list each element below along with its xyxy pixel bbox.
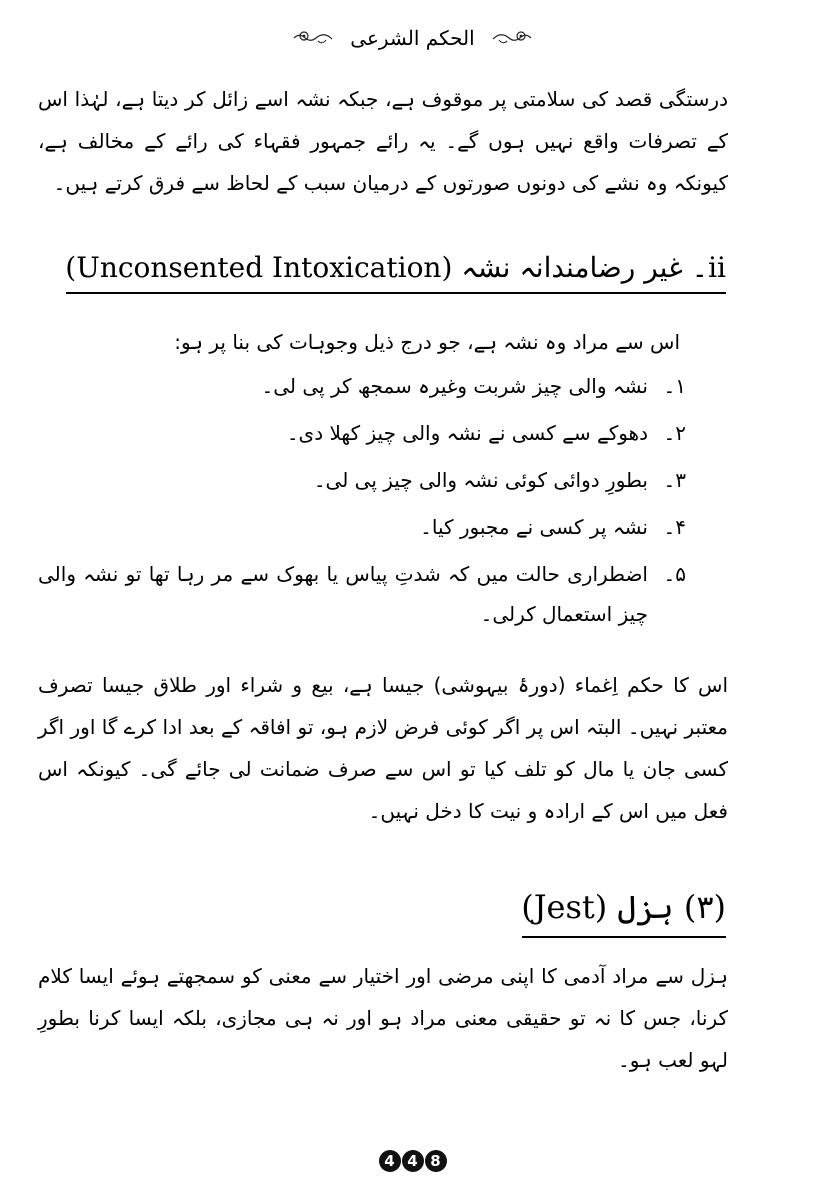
section-heading-unconsented-intoxication [66,248,726,294]
heading-underline [66,292,726,294]
running-header-title: الحکم الشرعی [350,25,475,50]
definition-line: اس سے مراد وہ نشہ ہے، جو درج ذیل وجوہات کی بنا پر ہو: [174,330,680,354]
list-item-number: ۴۔ [663,515,686,539]
running-header [0,24,825,64]
list-item-text: نشہ پر کسی نے مجبور کیا۔ [420,515,648,539]
section-heading-jest [522,884,726,938]
page-number-digit: 4 [379,1150,401,1172]
heading-underline [522,936,726,938]
list-item [38,460,686,500]
page-number-digit: 4 [402,1150,424,1172]
list-item-number: ۳۔ [663,468,686,492]
list-item-text: اضطراری حالت میں کہ شدتِ پیاس یا بھوک سے مر رہا تھا تو نشہ والی چیز استعمال کرلی۔ [38,562,648,626]
intro-paragraph-block [38,78,728,204]
list-item-text: بطورِ دوائی کوئی نشہ والی چیز پی لی۔ [313,468,648,492]
page-number-digit: 8 [425,1150,447,1172]
list-item-text: دھوکے سے کسی نے نشہ والی چیز کھلا دی۔ [286,421,648,445]
ruling-paragraph-block [38,664,728,832]
intro-paragraph: درستگی قصد کی سلامتی پر موقوف ہے، جبکہ نشہ اسے زائل کر دیتا ہے، لہٰذا اس کے تصرفات واقع نہیں ہوں گے۔ یہ رائے جمہور فقہاء کی رائے کے مخالف ہے، کیونکہ وہ نشے کی دونوں صورتوں کے درمیان سبب کے لحاظ سے فرق کرتے ہیں۔ [38,87,728,195]
causes-list [38,366,686,641]
list-item-number: ۲۔ [663,421,686,445]
section-heading-text: (۳) ہزل (Jest) [521,888,726,926]
floral-ornament-icon [491,27,533,49]
list-item-text: نشہ والی چیز شربت وغیرہ سمجھ کر پی لی۔ [261,374,648,398]
list-item-number: ۵۔ [663,562,686,586]
jest-paragraph: ہزل سے مراد آدمی کا اپنی مرضی اور اختیار سے معنی کو سمجھتے ہوئے ایسا کلام کرنا، جس کا نہ تو حقیقی معنی مراد ہو اور نہ ہی مجازی، بلکہ ایسا کرنا بطورِ لہو لعب ہو۔ [38,964,728,1072]
section-heading-text: ii۔ غیر رضامندانہ نشہ (Unconsented Intoxication) [65,251,726,284]
ruling-paragraph: اس کا حکم اِغماء (دورۂ بیہوشی) جیسا ہے، بیع و شراء اور طلاق جیسا تصرف معتبر نہیں۔ البتہ اس پر اگر کوئی فرض لازم ہو، تو افاقہ کے بعد ادا کرے گا اور اگر کسی جان یا مال کو تلف کیا تو اس سے صرف ضمانت لی جائے گی۔ کیونکہ اس فعل میں اس کے ارادہ و نیت کا دخل نہیں۔ [38,673,728,823]
list-item [38,507,686,547]
floral-ornament-icon [292,27,334,49]
list-item [38,554,686,634]
list-item [38,366,686,406]
list-item-number: ۱۔ [663,374,686,398]
jest-paragraph-block [38,955,728,1081]
page-number [0,1150,825,1172]
list-item [38,413,686,453]
